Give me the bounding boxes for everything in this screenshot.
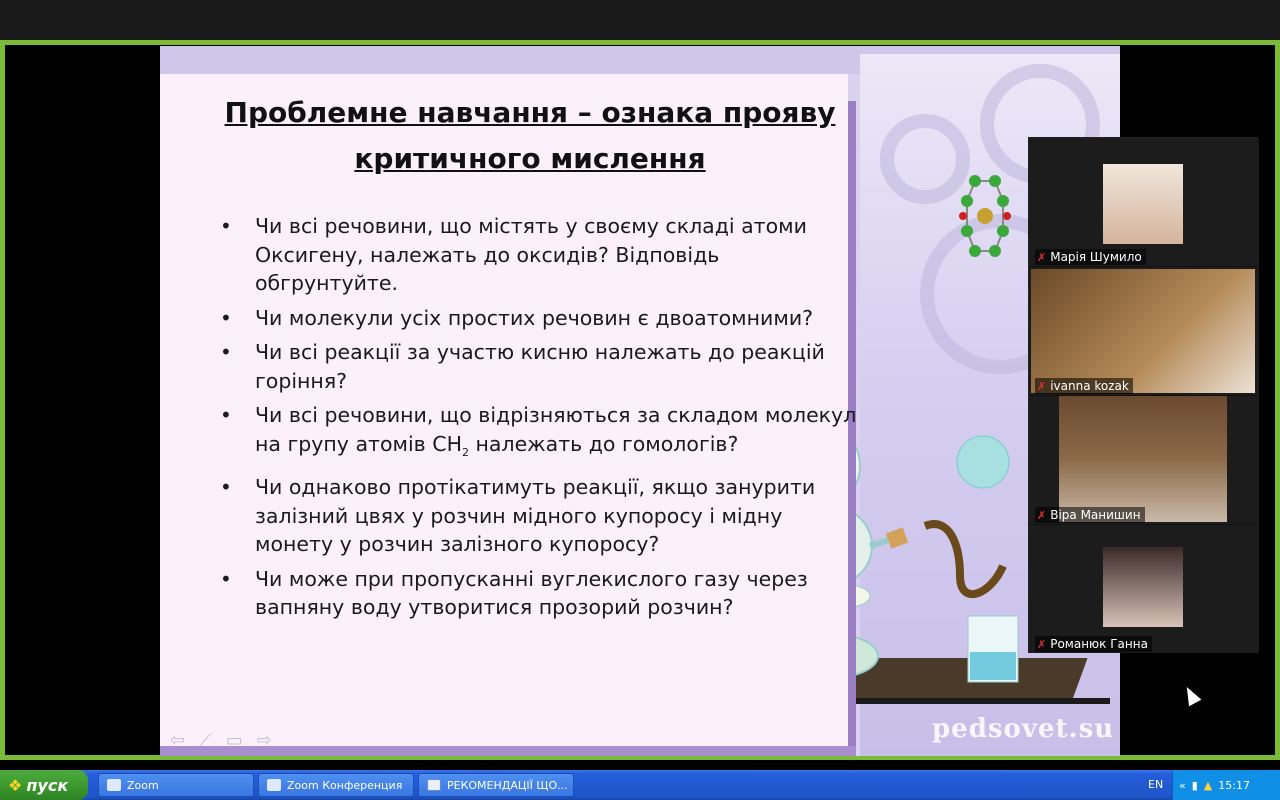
taskbar-item-label: Zoom Конференция [287, 778, 403, 792]
windows-logo-icon: ❖ [8, 775, 23, 795]
participant-name: Віра Манишин [1050, 508, 1141, 522]
list-item: • Чи всі реакції за участю кисню належать до реакцій горіння? [218, 338, 858, 395]
slide-nav-controls[interactable] [170, 730, 272, 751]
molecule-illustration [955, 166, 1015, 266]
windows-taskbar [0, 770, 1280, 800]
participant-name-label [1035, 378, 1133, 394]
muted-mic-icon: ✗ [1037, 637, 1047, 651]
watermark: pedsovet.su [932, 714, 1115, 744]
taskbar-item-word-document[interactable] [418, 773, 574, 797]
language-indicator[interactable]: EN [1148, 778, 1164, 791]
tray-expand-icon[interactable]: « [1179, 778, 1186, 792]
participant-name-label [1035, 507, 1145, 523]
participant-tile[interactable] [1029, 525, 1259, 653]
network-signal-icon[interactable]: ▮ [1191, 778, 1198, 792]
avatar [1103, 547, 1183, 627]
participant-name-label [1035, 249, 1146, 265]
start-button[interactable] [0, 770, 88, 800]
question-list [218, 212, 858, 628]
slide-title [210, 90, 850, 182]
zoom-top-bar [0, 0, 1280, 40]
muted-mic-icon: ✗ [1037, 250, 1047, 264]
taskbar-item-zoom-conference[interactable] [258, 773, 414, 797]
zoom-icon [267, 779, 281, 791]
participants-panel [1028, 137, 1258, 653]
list-item-tail: належать до гомологів? [468, 431, 739, 456]
list-item: • Чи молекули усіх простих речовин є двоатомними? [218, 304, 858, 333]
presentation-slide [160, 46, 1120, 756]
participant-name: Романюк Ганна [1050, 637, 1148, 651]
subscript: 2 [461, 445, 469, 459]
taskbar-item-zoom[interactable] [98, 773, 254, 797]
list-item-text: Чи всі речовини, що відрізняються за складом молекул на групу атомів CH [255, 403, 857, 456]
participant-tile[interactable] [1029, 138, 1259, 266]
muted-mic-icon: ✗ [1037, 508, 1047, 522]
zoom-icon [107, 779, 121, 791]
system-tray [1172, 770, 1280, 800]
participant-name: Марія Шумило [1050, 250, 1142, 264]
video-feed [1031, 269, 1255, 393]
taskbar-item-label: Zoom [127, 778, 159, 792]
slide-title-line1: Проблемне навчання – ознака прояву [224, 96, 836, 129]
list-item: • Чи всі речовини, що містять у своєму складі атоми Оксигену, належать до оксидів? Відповідь обгрунтуйте. [218, 212, 858, 298]
previous-arrow-icon[interactable]: ⇦ [170, 730, 186, 751]
start-label: пуск [26, 775, 69, 795]
list-item: • Чи може при пропусканні вуглекислого газу через вапняну воду утворитися прозорий розчин? [218, 565, 858, 622]
participant-tile[interactable] [1029, 267, 1259, 395]
menu-icon[interactable]: ▭ [225, 730, 243, 751]
participant-name-label [1035, 636, 1152, 652]
participant-tile[interactable] [1029, 396, 1259, 524]
pen-icon[interactable]: ⟋ [199, 730, 212, 751]
list-item: • Чи однаково протікатимуть реакції, якщо занурити залізний цвях у розчин мідного купоросу і мідну монету у розчин залізного купоросу? [218, 473, 858, 559]
muted-mic-icon: ✗ [1037, 379, 1047, 393]
video-feed [1059, 396, 1227, 522]
taskbar-item-label: РЕКОМЕНДАЦІЇ ЩО... [447, 778, 568, 792]
avatar [1103, 164, 1183, 244]
list-item [218, 401, 858, 467]
clock[interactable]: 15:17 [1218, 778, 1250, 792]
word-document-icon [427, 779, 441, 791]
next-arrow-icon[interactable]: ⇨ [256, 730, 272, 751]
participant-name: ivanna kozak [1050, 379, 1129, 393]
slide-title-line2: критичного мислення [354, 142, 706, 175]
warning-icon[interactable]: ▲ [1203, 778, 1213, 792]
